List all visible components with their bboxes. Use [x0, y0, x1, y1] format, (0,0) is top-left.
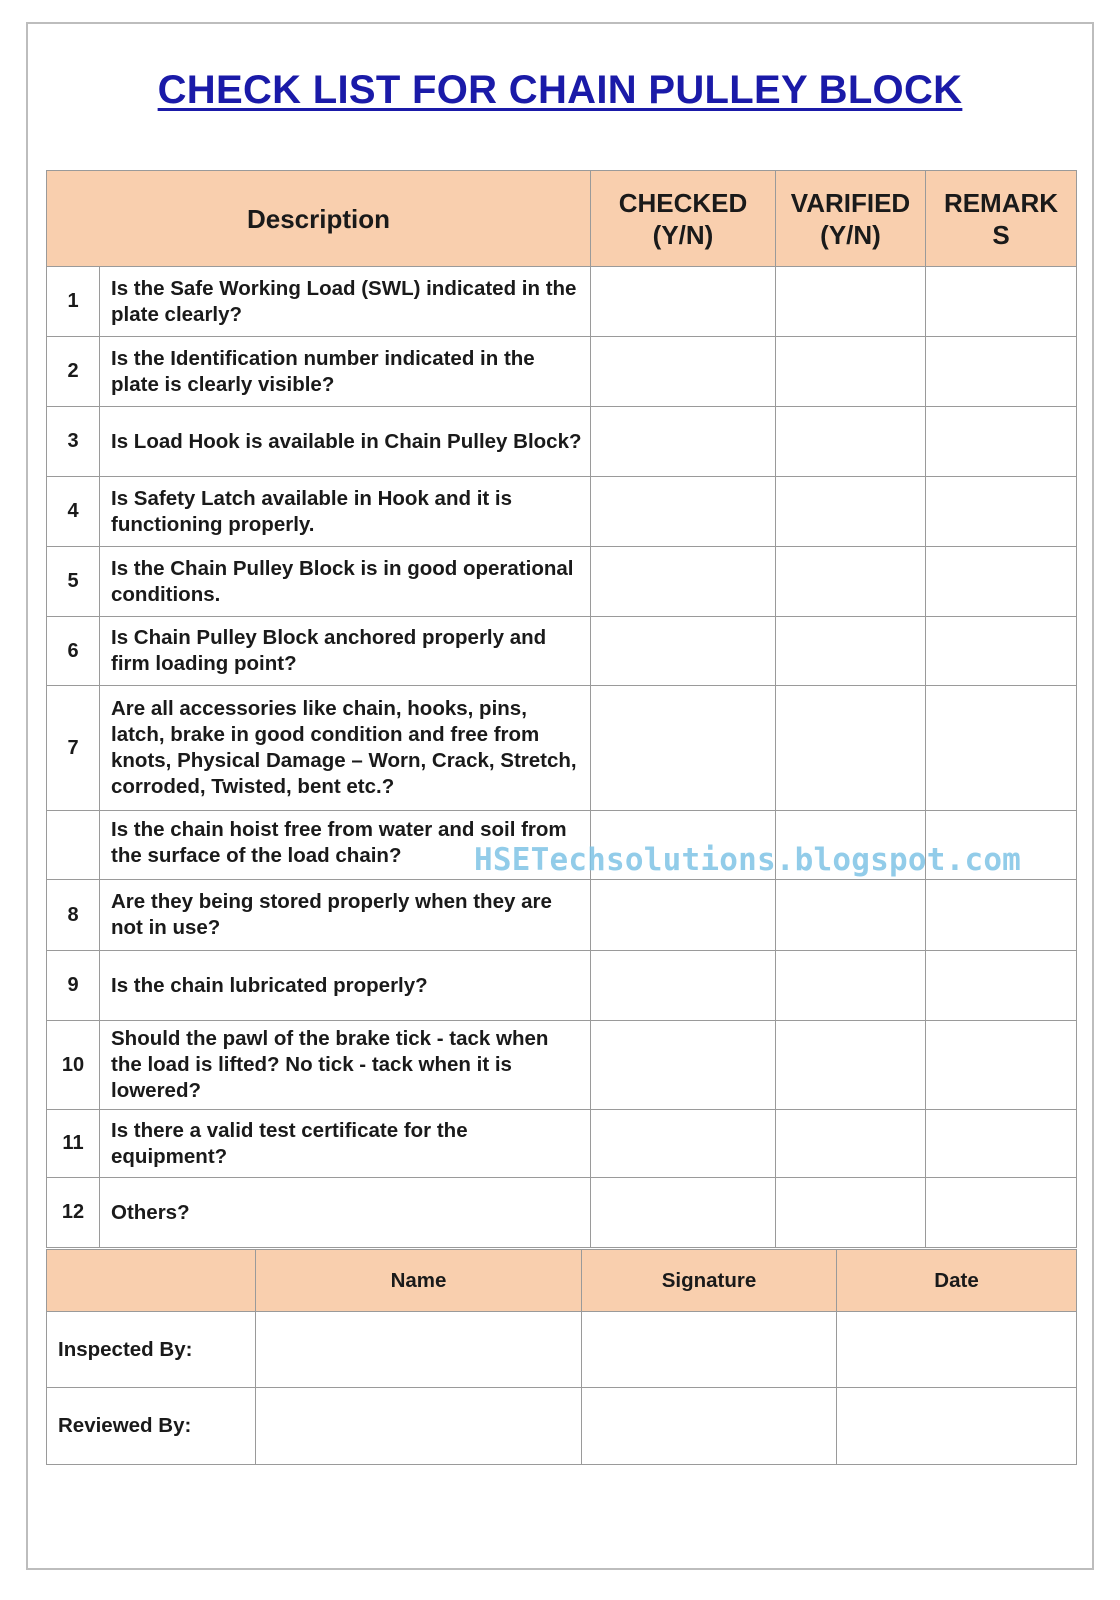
remarks-cell[interactable]: [926, 880, 1077, 951]
item-description: Should the pawl of the brake tick - tack when the load is lifted? No tick - tack when it is lowered?: [100, 1021, 591, 1110]
checklist-row: [47, 477, 1077, 547]
checked-cell[interactable]: [591, 1110, 776, 1178]
inspected-by-label: Inspected By:: [47, 1312, 256, 1388]
checked-cell[interactable]: [591, 477, 776, 547]
item-description: Is the chain lubricated properly?: [100, 951, 591, 1021]
checklist-row: [47, 951, 1077, 1021]
checklist-row: [47, 617, 1077, 686]
checklist-row: [47, 880, 1077, 951]
checked-cell[interactable]: [591, 686, 776, 811]
varified-cell[interactable]: [776, 1021, 926, 1110]
varified-header: [776, 171, 926, 267]
item-number: 1: [47, 267, 100, 337]
signature-cell[interactable]: [582, 1312, 837, 1388]
watermark-text: HSETechsolutions.blogspot.com: [474, 842, 1022, 878]
varified-cell[interactable]: [776, 407, 926, 477]
checklist-row: [47, 1178, 1077, 1248]
remarks-cell[interactable]: [926, 1021, 1077, 1110]
checklist-row: [47, 337, 1077, 407]
document-title: CHECK LIST FOR CHAIN PULLEY BLOCK: [157, 68, 963, 112]
varified-cell[interactable]: [776, 880, 926, 951]
remarks-header: [926, 171, 1077, 267]
signature-header: Signature: [582, 1250, 837, 1312]
signoff-table: [46, 1249, 1077, 1465]
item-number: 10: [47, 1021, 100, 1110]
remarks-cell[interactable]: [926, 617, 1077, 686]
remarks-cell[interactable]: [926, 547, 1077, 617]
remarks-cell[interactable]: [926, 407, 1077, 477]
signoff-row: [47, 1388, 1077, 1465]
checked-cell[interactable]: [591, 337, 776, 407]
checklist-row: [47, 1021, 1077, 1110]
remarks-cell[interactable]: [926, 267, 1077, 337]
name-header: Name: [256, 1250, 582, 1312]
checked-cell[interactable]: [591, 951, 776, 1021]
name-cell[interactable]: [256, 1388, 582, 1465]
remarks-cell[interactable]: [926, 337, 1077, 407]
item-number: 2: [47, 337, 100, 407]
checked-cell[interactable]: [591, 1021, 776, 1110]
checked-cell[interactable]: [591, 617, 776, 686]
checked-header-line1: CHECKED: [618, 187, 748, 218]
item-description: Is Chain Pulley Block anchored properly and firm loading point?: [100, 617, 591, 686]
remarks-cell[interactable]: [926, 1178, 1077, 1248]
date-cell[interactable]: [837, 1312, 1077, 1388]
checked-cell[interactable]: [591, 880, 776, 951]
remarks-cell[interactable]: [926, 686, 1077, 811]
varified-cell[interactable]: [776, 337, 926, 407]
date-cell[interactable]: [837, 1388, 1077, 1465]
varified-cell[interactable]: [776, 1110, 926, 1178]
checked-cell[interactable]: [591, 547, 776, 617]
checklist-row: [47, 686, 1077, 811]
item-description: Are they being stored properly when they are not in use?: [100, 880, 591, 951]
remarks-cell[interactable]: [926, 951, 1077, 1021]
item-description: Is the Safe Working Load (SWL) indicated in the plate clearly?: [100, 267, 591, 337]
varified-cell[interactable]: [776, 951, 926, 1021]
item-number: 6: [47, 617, 100, 686]
signoff-header-row: [47, 1250, 1077, 1312]
varified-cell[interactable]: [776, 617, 926, 686]
varified-cell[interactable]: [776, 686, 926, 811]
item-number: [47, 811, 100, 880]
checked-header-line2: (Y/N): [652, 219, 714, 250]
checked-cell[interactable]: [591, 407, 776, 477]
checked-cell[interactable]: [591, 267, 776, 337]
checklist-row: [47, 407, 1077, 477]
varified-header-line2: (Y/N): [820, 219, 881, 250]
checklist-header-row: [47, 171, 1077, 267]
item-number: 7: [47, 686, 100, 811]
item-description: Is Safety Latch available in Hook and it is functioning properly.: [100, 477, 591, 547]
item-number: 11: [47, 1110, 100, 1178]
item-number: 12: [47, 1178, 100, 1248]
remarks-cell[interactable]: [926, 1110, 1077, 1178]
signoff-corner-cell: [47, 1250, 256, 1312]
reviewed-by-label: Reviewed By:: [47, 1388, 256, 1465]
item-description: Are all accessories like chain, hooks, pins, latch, brake in good condition and free from knots, Physical Damage – Worn, Crack, Stretch, corroded, Twisted, bent etc.?: [100, 686, 591, 811]
checked-cell[interactable]: [591, 1178, 776, 1248]
varified-cell[interactable]: [776, 547, 926, 617]
checklist-table: [46, 170, 1077, 1248]
checklist-row: [47, 547, 1077, 617]
checklist-row: [47, 267, 1077, 337]
remarks-cell[interactable]: [926, 477, 1077, 547]
checked-header: [591, 171, 776, 267]
item-description: Others?: [100, 1178, 591, 1248]
item-number: 3: [47, 407, 100, 477]
item-description: Is Load Hook is available in Chain Pulley Block?: [100, 407, 591, 477]
item-description: Is the Chain Pulley Block is in good operational conditions.: [100, 547, 591, 617]
name-cell[interactable]: [256, 1312, 582, 1388]
varified-cell[interactable]: [776, 1178, 926, 1248]
checklist-row: [47, 1110, 1077, 1178]
remarks-header-line1: REMARK: [943, 187, 1059, 218]
varified-cell[interactable]: [776, 477, 926, 547]
item-number: 4: [47, 477, 100, 547]
item-number: 5: [47, 547, 100, 617]
date-header: Date: [837, 1250, 1077, 1312]
item-number: 9: [47, 951, 100, 1021]
signature-cell[interactable]: [582, 1388, 837, 1465]
item-description: Is the Identification number indicated in the plate is clearly visible?: [100, 337, 591, 407]
description-header: Description: [47, 171, 591, 267]
varified-cell[interactable]: [776, 267, 926, 337]
varified-header-line1: VARIFIED: [790, 187, 911, 218]
item-description: Is there a valid test certificate for the equipment?: [100, 1110, 591, 1178]
item-description: Is the chain hoist free from water and soil from the surface of the load chain?: [100, 811, 591, 880]
signoff-row: [47, 1312, 1077, 1388]
item-number: 8: [47, 880, 100, 951]
remarks-header-line2: S: [992, 219, 1010, 250]
